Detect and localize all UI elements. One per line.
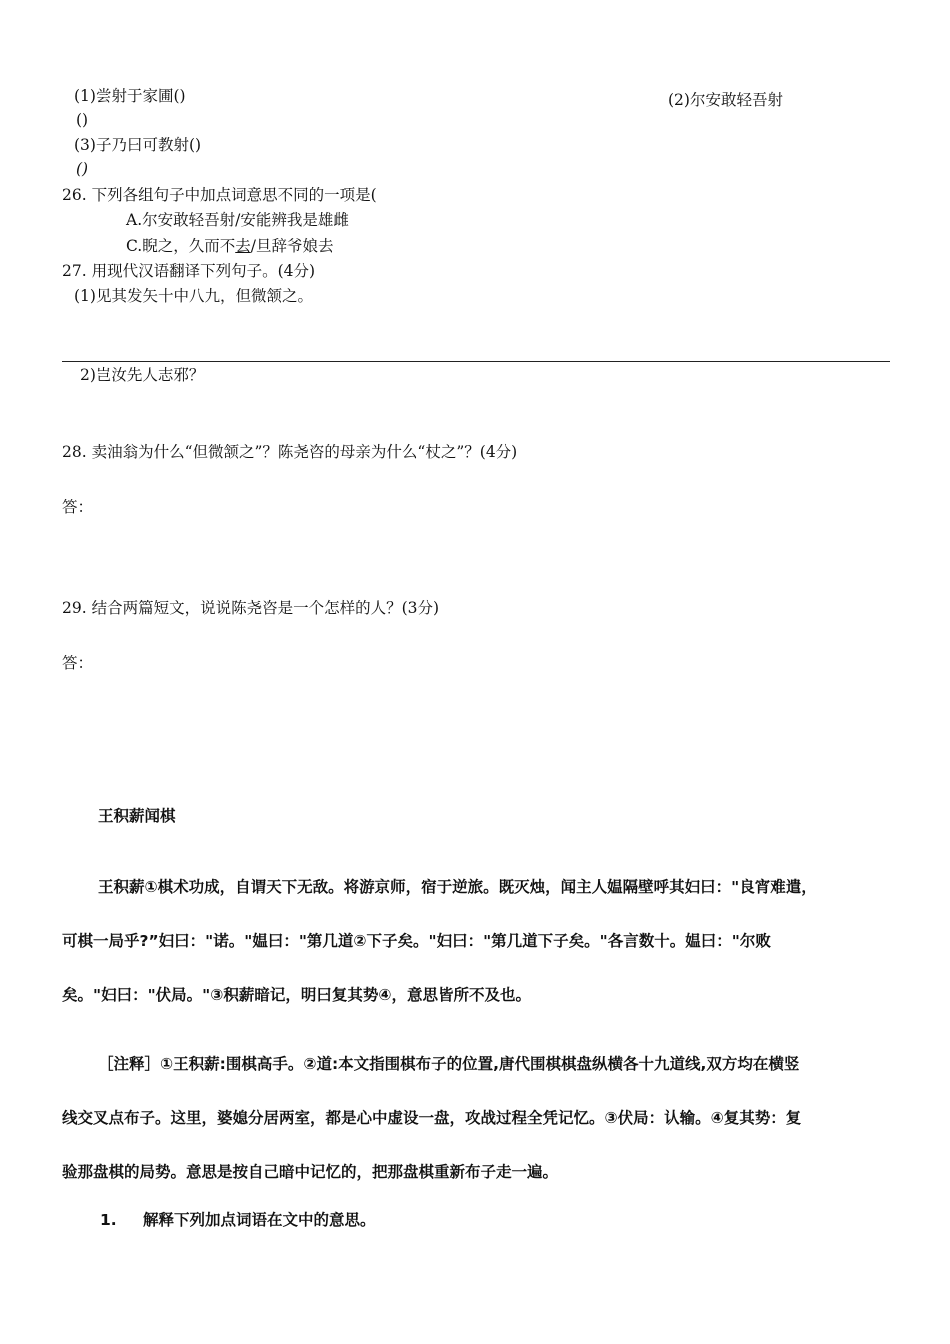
- q25-item-2-answer-paren: (): [76, 111, 89, 129]
- notes-line-2: 线交叉点布子。这里，婆媳分居两室，都是心中虚设一盘，攻战过程全凭记忆。③伏局：认输。④复其势：复: [62, 1109, 802, 1127]
- q26-option-c-dotted-word: 去: [235, 237, 251, 255]
- q26-option-c-pre: C.睨之，久而不: [126, 237, 236, 255]
- q25-item-2: (2)尔安敢轻吾射: [668, 91, 783, 109]
- notes-line-1: ［注释］①王积薪:围棋高手。②道:本文指围棋布子的位置,唐代围棋棋盘纵横各十九道线,双方均在横竖: [98, 1055, 800, 1073]
- passage-title: 王积薪闻棋: [98, 807, 176, 825]
- q25-item-3-answer-paren: (): [76, 160, 89, 178]
- q28-stem: 28. 卖油翁为什么“但微颔之”？陈尧咨的母亲为什么“杖之”？(4分): [62, 443, 518, 461]
- q29-stem: 29. 结合两篇短文，说说陈尧咨是一个怎样的人？(3分): [62, 599, 440, 617]
- q26-option-a: A.尔安敢轻吾射/安能辨我是雄雌: [126, 211, 349, 229]
- q27-item-2: 2)岂汝先人志邪？: [80, 366, 205, 384]
- notes-line-3: 验那盘棋的局势。意思是按自己暗中记忆的，把那盘棋重新布子走一遍。: [62, 1163, 559, 1181]
- q26-option-c-post: /旦辞爷娘去: [250, 237, 334, 255]
- q25-item-1: (1)尝射于家圃(): [74, 87, 186, 105]
- answer-line: [62, 361, 890, 362]
- q26-option-c: [126, 236, 334, 256]
- question-1-number: 1.: [100, 1211, 117, 1229]
- q29-answer-label: 答：: [62, 654, 94, 672]
- passage-line-3: 矣。"妇曰："伏局。"③积薪暗记，明曰复其势④，意思皆所不及也。: [62, 986, 531, 1004]
- passage-line-2: 可棋一局乎?”妇曰："诺。"媪曰："第几道②下子矣。"妇曰："第几道下子矣。"各言数十。媪曰："尔败: [62, 932, 771, 950]
- q25-item-3: (3)子乃曰可教射(): [74, 136, 202, 154]
- q27-item-1: (1)见其发矢十中八九，但微颔之。: [74, 287, 313, 305]
- q26-stem: 26. 下列各组句子中加点词意思不同的一项是(: [62, 186, 377, 204]
- passage-line-1: 王积薪①棋术功成，自谓天下无敌。将游京师，宿于逆旅。既灭烛，闻主人媪隔壁呼其妇曰："良宵难遣，: [98, 878, 817, 896]
- q27-stem: 27. 用现代汉语翻译下列句子。(4分): [62, 262, 316, 280]
- question-1-text: 解释下列加点词语在文中的意思。: [143, 1211, 376, 1229]
- q28-answer-label: 答：: [62, 498, 94, 516]
